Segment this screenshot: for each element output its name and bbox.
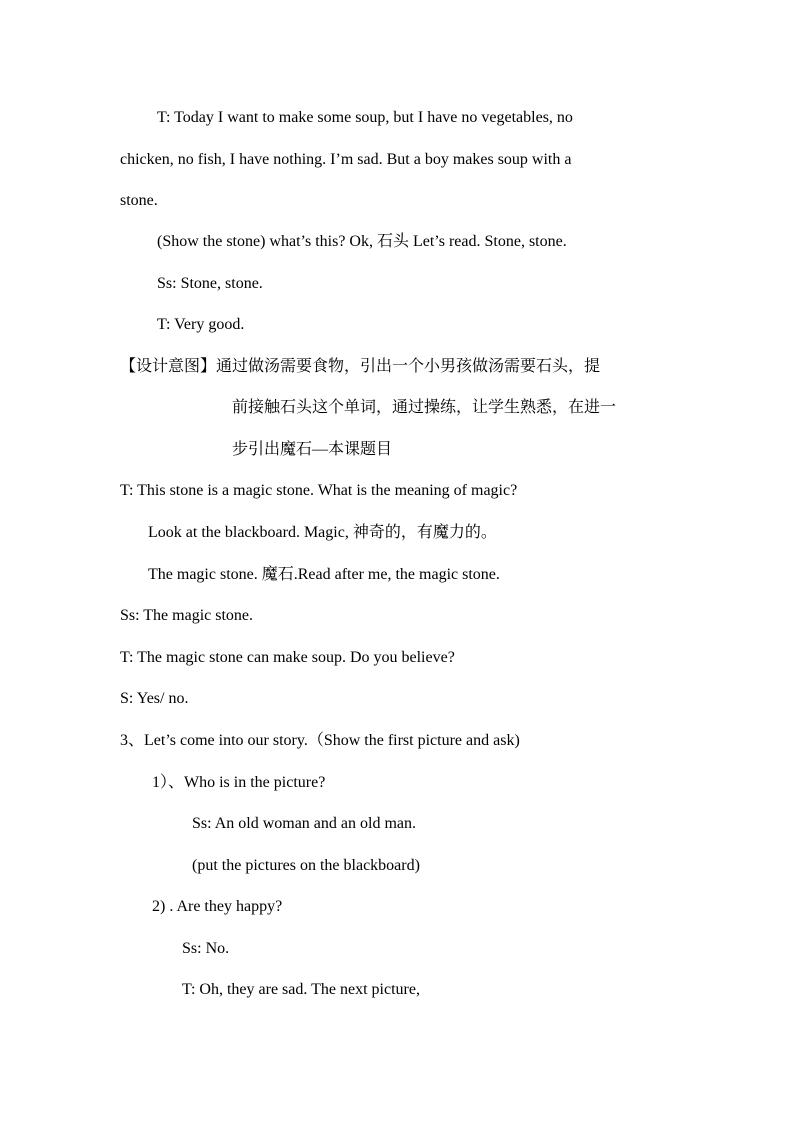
text-line-14: T: The magic stone can make soup. Do you believe? <box>120 649 455 666</box>
design-intent-line-1: 【设计意图】通过做汤需要食物，引出一个小男孩做汤需要石头，提 <box>120 358 601 375</box>
question-2: 2) . Are they happy? <box>152 898 283 915</box>
answer-1: Ss: An old woman and an old man. <box>192 815 416 832</box>
text-line-11: Look at the blackboard. Magic, 神奇的，有魔力的。 <box>148 524 497 541</box>
question-1: 1）、Who is in the picture? <box>152 774 326 791</box>
text-line-5: Ss: Stone, stone. <box>157 275 263 292</box>
text-line-4: (Show the stone) what’s this? Ok, 石头 Let’s read. Stone, stone. <box>157 233 567 250</box>
text-line-10: T: This stone is a magic stone. What is the meaning of magic? <box>120 482 518 499</box>
text-line-13: Ss: The magic stone. <box>120 607 254 624</box>
answer-2: Ss: No. <box>182 940 230 957</box>
text-line-6: T: Very good. <box>157 316 245 333</box>
design-intent-line-2: 前接触石头这个单词，通过操练，让学生熟悉，在进一 <box>232 399 617 416</box>
text-line-2: chicken, no fish, I have nothing. I’m sad. But a boy makes soup with a <box>120 151 572 168</box>
text-line-15: S: Yes/ no. <box>120 690 189 707</box>
answer-1-note: (put the pictures on the blackboard) <box>192 857 420 874</box>
text-line-3: stone. <box>120 192 158 209</box>
section-heading-3: 3、Let’s come into our story.（Show the first picture and ask) <box>120 732 520 749</box>
text-line-1: T: Today I want to make some soup, but I have no vegetables, no <box>157 109 573 126</box>
answer-2-teacher: T: Oh, they are sad. The next picture, <box>182 981 420 998</box>
design-intent-line-3: 步引出魔石—本课题目 <box>232 441 393 458</box>
text-line-12: The magic stone. 魔石.Read after me, the magic stone. <box>148 566 500 583</box>
